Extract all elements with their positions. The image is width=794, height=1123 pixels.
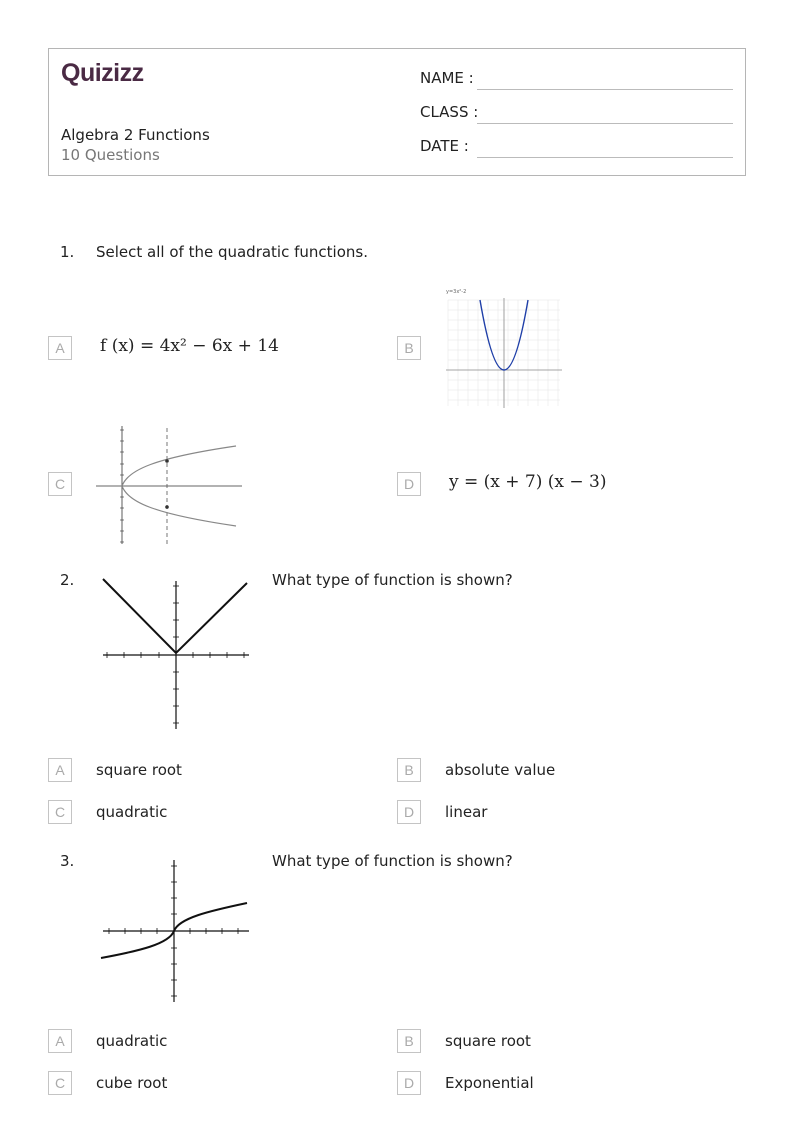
question-1-number: 1. [60,243,75,261]
q2-option-c-box[interactable]: C [48,800,72,824]
name-line[interactable] [477,89,733,90]
question-2-text: What type of function is shown? [272,571,513,589]
q1-option-a-box[interactable]: A [48,336,72,360]
date-label: DATE : [420,137,469,155]
q1-option-b-graph-caption: y=3x²-2 [446,289,467,295]
worksheet-header [48,48,746,176]
q3-option-b-text: square root [445,1032,531,1050]
worksheet-title: Algebra 2 Functions [61,126,210,144]
date-line[interactable] [477,157,733,158]
q2-option-d-box[interactable]: D [397,800,421,824]
q3-option-b-box[interactable]: B [397,1029,421,1053]
q1-option-c-box[interactable]: C [48,472,72,496]
q3-option-a-text: quadratic [96,1032,168,1050]
question-1-text: Select all of the quadratic functions. [96,243,368,261]
q3-option-d-text: Exponential [445,1074,534,1092]
q3-cube-root-graph [99,856,253,1006]
name-label: NAME : [420,69,474,87]
q1-option-b-box[interactable]: B [397,336,421,360]
q1-option-b-parabola-graph [444,296,564,410]
q2-option-c-text: quadratic [96,803,168,821]
question-3-number: 3. [60,852,75,870]
q2-option-a-box[interactable]: A [48,758,72,782]
q1-option-d-box[interactable]: D [397,472,421,496]
class-label: CLASS : [420,103,479,121]
question-2-number: 2. [60,571,75,589]
q1-option-a-formula: f (x) = 4x² − 6x + 14 [100,336,279,356]
q2-absolute-value-graph [99,575,253,735]
q1-option-c-sideways-parabola-graph [94,424,244,546]
q3-option-d-box[interactable]: D [397,1071,421,1095]
q2-option-a-text: square root [96,761,182,779]
q3-option-c-text: cube root [96,1074,168,1092]
q2-option-d-text: linear [445,803,488,821]
quizizz-logo: Quizizz [61,59,144,87]
q1-option-d-formula: y = (x + 7) (x − 3) [449,472,607,492]
q2-option-b-text: absolute value [445,761,556,779]
q3-option-a-box[interactable]: A [48,1029,72,1053]
q2-option-b-box[interactable]: B [397,758,421,782]
question-3-text: What type of function is shown? [272,852,513,870]
class-line[interactable] [477,123,733,124]
question-count: 10 Questions [61,146,160,164]
q3-option-c-box[interactable]: C [48,1071,72,1095]
